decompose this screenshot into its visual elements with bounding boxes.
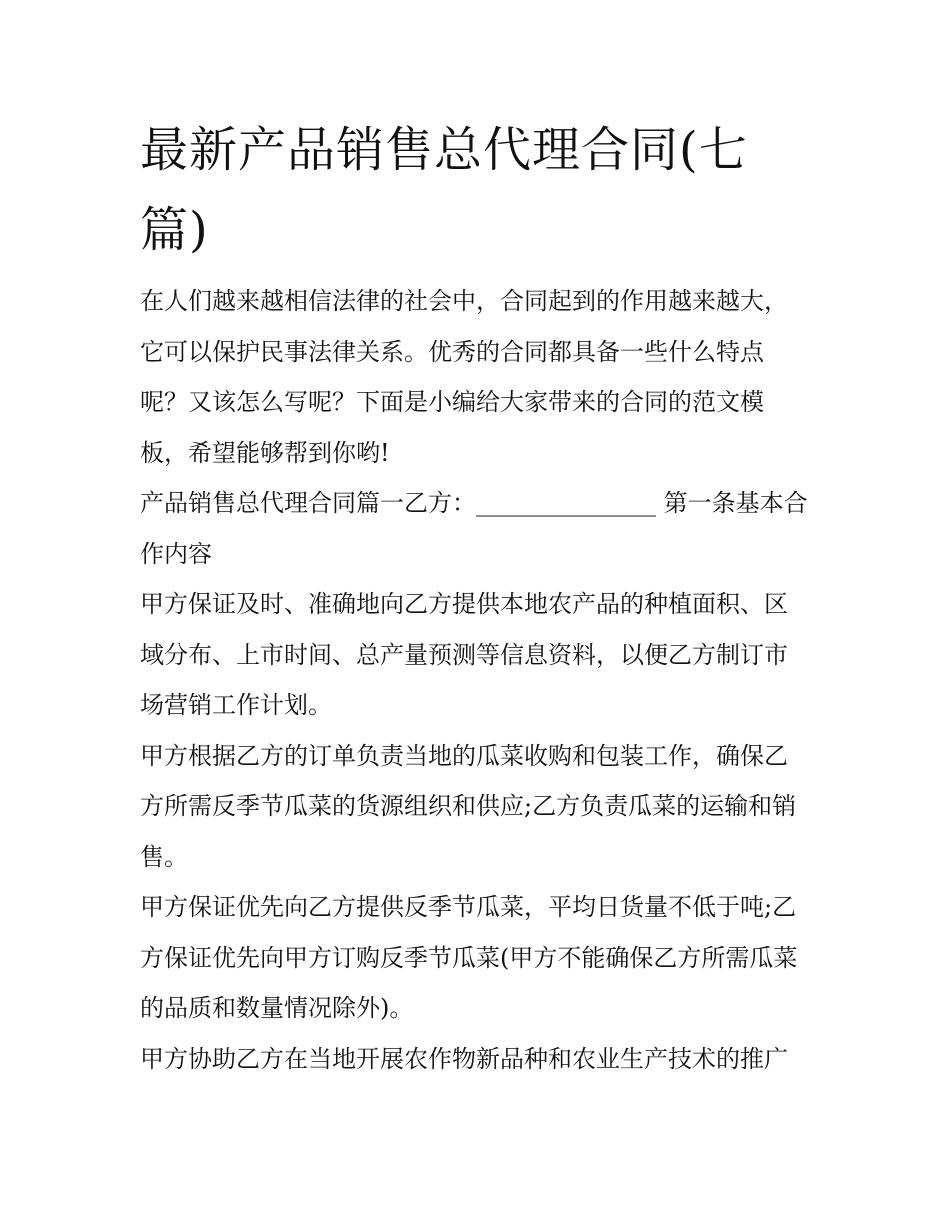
clause-paragraph-3: 甲方保证优先向乙方提供反季节瓜菜，平均日货量不低于吨;乙方保证优先向甲方订购反季节瓜菜(甲方不能确保乙方所需瓜菜的品质和数量情况除外)。 xyxy=(140,893,798,1022)
document-title: 最新产品销售总代理合同(七篇) xyxy=(140,122,748,258)
clause-paragraph-4: 甲方协助乙方在当地开展农作物新品种和农业生产技术的推广 xyxy=(140,1044,788,1073)
clause-paragraph-1: 甲方保证及时、准确地向乙方提供本地农产品的种植面积、区域分布、上市时间、总产量预测等信息资料，以便乙方制订市场营销工作计划。 xyxy=(140,590,788,719)
intro-paragraph: 在人们越来越相信法律的社会中，合同起到的作用越来越大，它可以保护民事法律关系。优秀的合同都具备一些什么特点呢？又该怎么写呢？下面是小编给大家带来的合同的范文模板，希望能够帮到你哟! xyxy=(140,287,788,467)
clause-paragraph-2: 甲方根据乙方的订单负责当地的瓜菜收购和包装工作，确保乙方所需反季节瓜菜的货源组织和供应;乙方负责瓜菜的运输和销售。 xyxy=(140,741,797,871)
contract-heading-paragraph: 产品销售总代理合同篇一乙方：_______________ 第一条基本合作内容 xyxy=(140,489,808,568)
document-body xyxy=(140,276,810,1084)
